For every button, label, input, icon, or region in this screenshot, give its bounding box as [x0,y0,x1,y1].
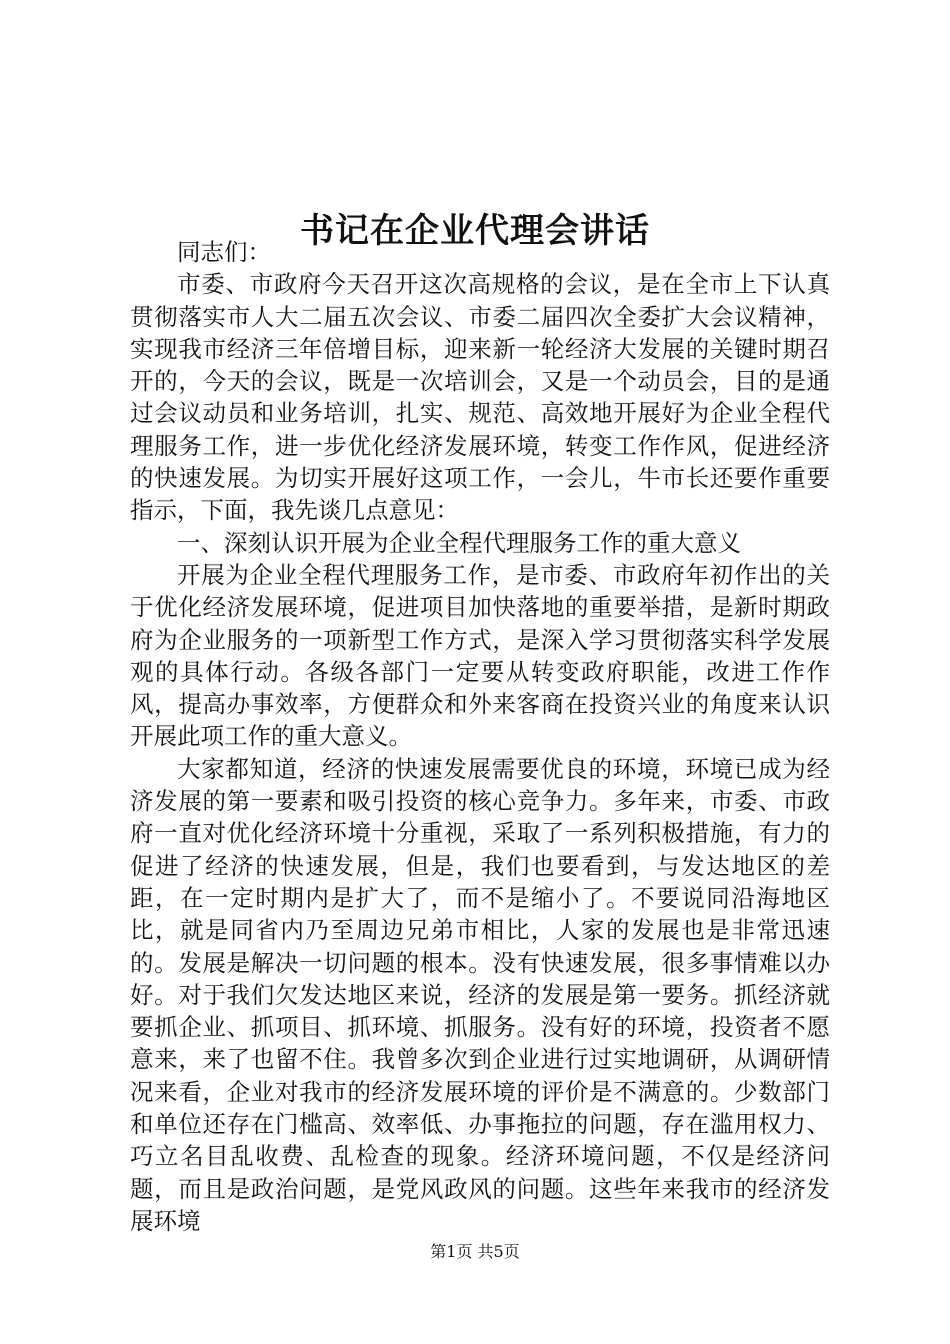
body-paragraph: 开展为企业全程代理服务工作，是市委、市政府年初作出的关于优化经济发展环境，促进项目加快落地的重要举措，是新时期政府为企业服务的一项新型工作方式，是深入学习贯彻落实科学发展观的具体行动。各级各部门一定要从转变政府职能，改进工作作风，提高办事效率，方便群众和外来客商在投资兴业的角度来认识开展此项工作的重大意义。 [130,560,830,751]
document-body [130,236,830,1237]
document-title: 书记在企业代理会讲话 [300,210,650,251]
page-number-footer: 第1页 共5页 [430,1242,520,1261]
salutation-paragraph: 同志们： [177,238,271,266]
intro-paragraph: 市委、市政府今天召开这次高规格的会议，是在全市上下认真贯彻落实市人大二届五次会议、市委二届四次全委扩大会议精神，实现我市经济三年倍增目标，迎来新一轮经济大发展的关键时期召开的，今天的会议，既是一次培训会，又是一个动员会，目的是通过会议动员和业务培训，扎实、规范、高效地开展好为企业全程代理服务工作，进一步优化经济发展环境，转变工作作风，促进经济的快速发展。为切实开展好这项工作，一会儿，牛市长还要作重要指示，下面，我先谈几点意见： [130,270,830,525]
body-paragraph: 大家都知道，经济的快速发展需要优良的环境，环境已成为经济发展的第一要素和吸引投资的核心竞争力。多年来，市委、市政府一直对优化经济环境十分重视，采取了一系列积极措施，有力的促进了经济的快速发展，但是，我们也要看到，与发达地区的差距，在一定时期内是扩大了，而不是缩小了。不要说同沿海地区比，就是同省内乃至周边兄弟市相比，人家的发展也是非常迅速的。发展是解决一切问题的根本。没有快速发展，很多事情难以办好。对于我们欠发达地区来说，经济的发展是第一要务。抓经济就要抓企业、抓项目、抓环境、抓服务。没有好的环境，投资者不愿意来，来了也留不住。我曾多次到企业进行过实地调研，从调研情况来看，企业对我市的经济发展环境的评价是不满意的。少数部门和单位还存在门槛高、效率低、办事拖拉的问题，存在滥用权力、巧立名目乱收费、乱检查的现象。经济环境问题，不仅是经济问题，而且是政治问题，是党风政风的问题。这些年来我市的经济发展环境 [130,754,830,1235]
section-heading: 一、深刻认识开展为企业全程代理服务工作的重大意义 [177,528,741,557]
